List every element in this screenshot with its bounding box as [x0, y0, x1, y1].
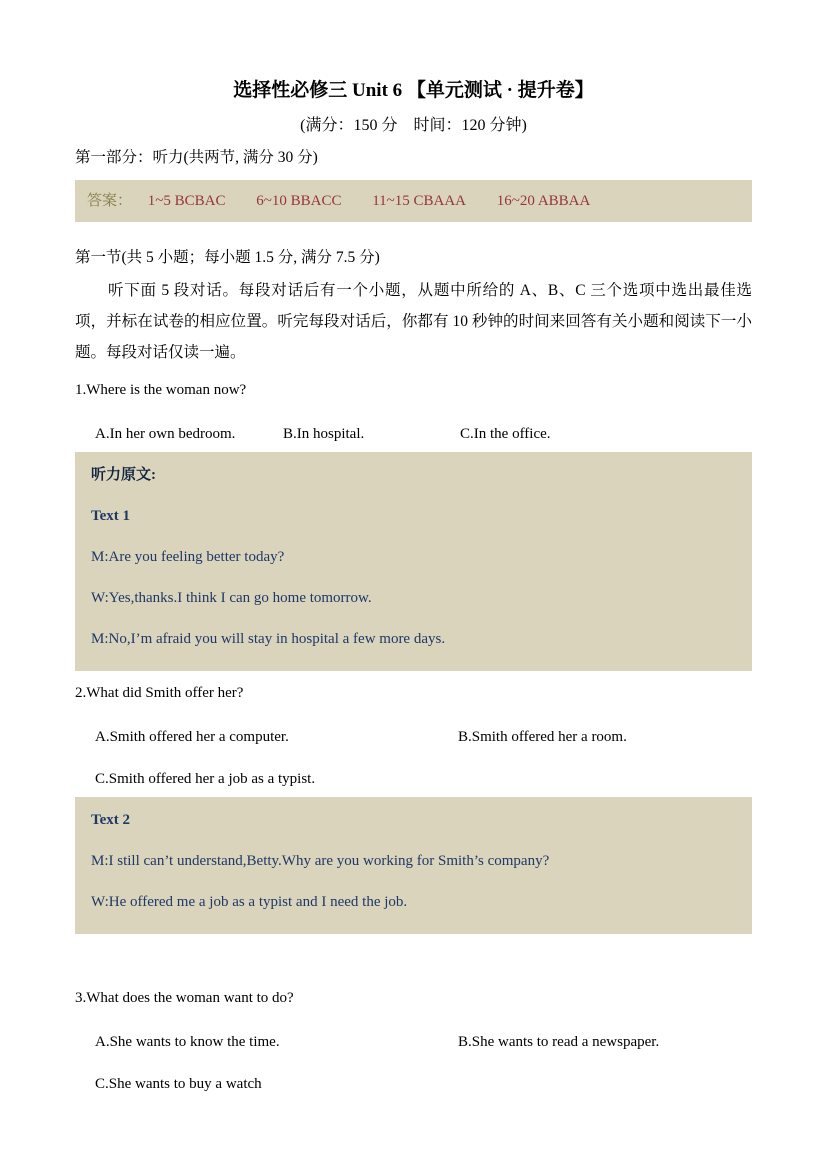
question-1-option-c: C.In the office. [460, 426, 551, 442]
question-3-text: 3.What does the woman want to do? [75, 990, 294, 1006]
transcript-text1-line-1: M:Are you feeling better today? [91, 549, 285, 565]
transcript-text1-label: Text 1 [91, 508, 131, 524]
question-2-options-row-1 [75, 727, 752, 747]
answer-group-1-5: 1~5 BCBAC [147, 193, 226, 209]
answer-bar [75, 180, 752, 222]
question-2-option-c: C.Smith offered her a job as a typist. [95, 771, 316, 787]
transcript-box-2 [75, 797, 752, 934]
answer-group-6-10: 6~10 BBACC [256, 193, 342, 209]
part1-heading: 第一部分：听力(共两节, 满分 30 分) [75, 149, 318, 166]
page-title: 选择性必修三 Unit 6 【单元测试 · 提升卷】 [233, 80, 594, 101]
question-3-options-row-2 [75, 1074, 752, 1094]
page-subtitle: (满分：150 分 时间：120 分钟) [300, 117, 527, 134]
transcript-text2-label: Text 2 [91, 812, 131, 828]
question-3-option-a: A.She wants to know the time. [95, 1034, 280, 1050]
question-1-options-row [75, 424, 752, 444]
question-2-options-row-2 [75, 769, 752, 789]
answer-group-11-15: 11~15 CBAAA [372, 193, 467, 209]
question-1-text: 1.Where is the woman now? [75, 382, 247, 398]
transcript-text2-line-2: W:He offered me a job as a typist and I need the job. [91, 894, 408, 910]
transcript-text2-line-1: M:I still can’t understand,Betty.Why are you working for Smith’s company? [91, 853, 550, 869]
transcript-text1-line-3: M:No,I’m afraid you will stay in hospital a few more days. [91, 631, 446, 647]
transcript-heading: 听力原文: [91, 467, 156, 483]
answer-label: 答案： [87, 193, 133, 209]
transcript-text1-line-2: W:Yes,thanks.I think I can go home tomorrow. [91, 590, 372, 606]
question-3-options-row-1 [75, 1032, 752, 1052]
section1-instructions: 听下面 5 段对话。每段对话后有一个小题，从题中所给的 A、B、C 三个选项中选出最佳选项，并标在试卷的相应位置。听完每段对话后，你都有 10 秒钟的时间来回答有关小题和阅读下一小题。每段对话仅读一遍。 [75, 282, 752, 361]
answer-group-16-20: 16~20 ABBAA [496, 193, 591, 209]
question-2-option-a: A.Smith offered her a computer. [95, 729, 289, 745]
question-2-option-b: B.Smith offered her a room. [458, 729, 627, 745]
transcript-box-1 [75, 452, 752, 671]
question-2-text: 2.What did Smith offer her? [75, 685, 244, 701]
question-3-option-c: C.She wants to buy a watch [95, 1076, 262, 1092]
question-1-option-b: B.In hospital. [283, 426, 365, 442]
question-3-option-b: B.She wants to read a newspaper. [458, 1034, 660, 1050]
section1-heading: 第一节(共 5 小题；每小题 1.5 分, 满分 7.5 分) [75, 249, 380, 266]
question-1-option-a: A.In her own bedroom. [95, 426, 236, 442]
